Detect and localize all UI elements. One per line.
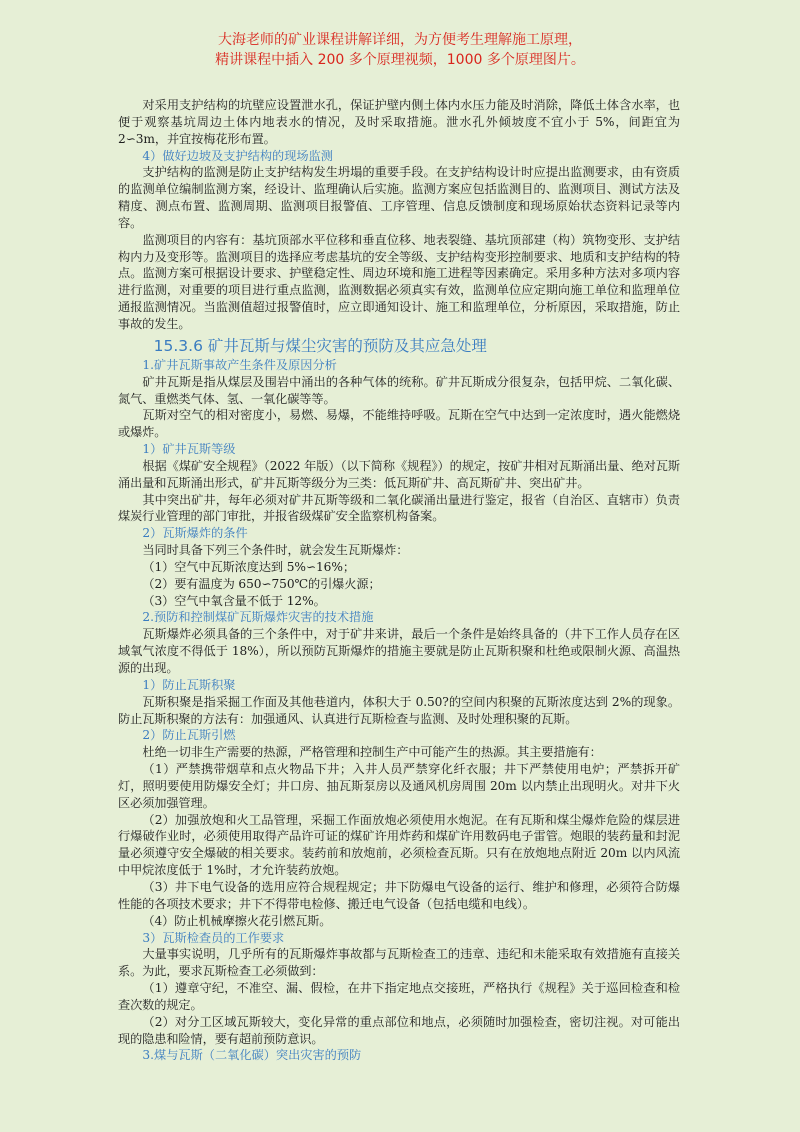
section-heading: 2.预防和控制煤矿瓦斯爆炸灾害的技术措施 [142, 610, 374, 625]
paragraph: 矿井瓦斯是指从煤层及围岩中涌出的各种气体的统称。矿井瓦斯成分很复杂，包括甲烷、二氧化碳、氮气、重燃类气体、氢、一氧化碳等等。 [118, 374, 680, 406]
paragraph: 当同时具备下列三个条件时，就会发生瓦斯爆炸： [142, 543, 409, 558]
paragraph: （2）加强放炮和火工品管理，采掘工作面放炮必须使用水炮泥。在有瓦斯和煤尘爆炸危险的煤层进行爆破作业时，必须使用取得产品许可证的煤矿许用炸药和煤矿许用数码电子雷管。炮眼的装药量和封泥量必须遵守安全爆破的相关要求。装药前和放炮前，必须检查瓦斯。只有在放炮地点附近 20m 以内风流中甲烷浓度低于 1%时，才允许装药放炮。 [118, 812, 680, 878]
paragraph: 瓦斯爆炸必须具备的三个条件中，对于矿井来讲，最后一个条件是始终具备的（井下工作人员存在区域氧气浓度不得低于 18%），所以预防瓦斯爆炸的措施主要就是防止瓦斯积聚和杜绝或限制火源、高温热源的出现。 [118, 627, 680, 675]
banner-line-1: 大海老师的矿业课程讲解详细，为方便考生理解施工原理， [218, 32, 582, 48]
banner-line-2: 精讲课程中插入 200 多个原理视频，1000 多个原理图片。 [215, 52, 585, 68]
paragraph: （1）空气中瓦斯浓度达到 5%∽16%； [142, 559, 355, 574]
paragraph: 大量事实说明，几乎所有的瓦斯爆炸事故都与瓦斯检查工的违章、违纪和未能采取有效措施有直接关系。为此，要求瓦斯检查工必须做到： [118, 947, 680, 979]
paragraph: （2）对分工区域瓦斯较大，变化异常的重点部位和地点，必须随时加强检查，密切注视。对可能出现的隐患和险情，要有超前预防意识。 [118, 1014, 680, 1046]
paragraph: 瓦斯积聚是指采掘工作面及其他巷道内，体积大于 0.50?的空间内积聚的瓦斯浓度达到 2%的现象。防止瓦斯积聚的方法有：加强通风、认真进行瓦斯检查与监测、及时处理积聚的瓦斯。 [118, 694, 680, 726]
promo-banner [0, 30, 800, 70]
section-heading: 3）瓦斯检查员的工作要求 [142, 930, 285, 945]
section-heading: 1.矿井瓦斯事故产生条件及原因分析 [142, 357, 337, 372]
section-heading: 3.煤与瓦斯（二氧化碳）突出灾害的预防 [142, 1048, 362, 1063]
paragraph: 其中突出矿井，每年必须对矿井瓦斯等级和二氧化碳涌出量进行鉴定，报省（自治区、直辖市）负责煤炭行业管理的部门审批，并报省级煤矿安全监察机构备案。 [118, 492, 680, 524]
paragraph: （1）遵章守纪，不准空、漏、假检，在井下指定地点交接班，严格执行《规程》关于巡回检查和检查次数的规定。 [118, 981, 680, 1012]
section-heading: 1）矿井瓦斯等级 [142, 442, 236, 457]
document-body [118, 97, 680, 1064]
chapter-title: 15.3.6 矿井瓦斯与煤尘灾害的预防及其应急处理 [153, 336, 487, 355]
paragraph: （1）严禁携带烟草和点火物品下井；入井人员严禁穿化纤衣服；井下严禁使用电炉；严禁拆开矿灯，照明要使用防爆安全灯；井口房、抽瓦斯泵房以及通风机房周围 20m 以内禁止出现明火。对井下火区必须加强管理。 [118, 762, 680, 810]
paragraph: 监测项目的内容有：基坑顶部水平位移和垂直位移、地表裂缝、基坑顶部建（构）筑物变形、支护结构内力及变形等。监测项目的选择应考虑基坑的安全等级、支护结构变形控制要求、地质和支护结构的特点。监测方案可根据设计要求、护壁稳定性、周边环境和施工进程等因素确定。采用多种方法对多项内容进行监测，对重要的项目进行重点监测，监测数据必须真实有效，监测单位应定期向施工单位和监理单位通报监测情况。当监测值超过报警值时，应立即通知设计、施工和监理单位，分析原因，采取措施，防止事故的发生。 [118, 232, 680, 331]
paragraph: 对采用支护结构的坑壁应设置泄水孔，保证护壁内侧土体内水压力能及时消除，降低土体含水率，也便于观察基坑周边土体内地表水的情况，及时采取措施。泄水孔外倾坡度不宜小于 5%，间距宜为 2∽3m，并宜按梅花形布置。 [118, 98, 680, 146]
section-heading: 2）瓦斯爆炸的条件 [142, 526, 248, 541]
section-heading: 1）防止瓦斯积聚 [142, 677, 236, 692]
paragraph: （3）空气中氧含量不低于 12%。 [142, 593, 326, 608]
paragraph: （4）防止机械摩擦火花引燃瓦斯。 [142, 913, 332, 928]
paragraph: 支护结构的监测是防止支护结构发生坍塌的重要手段。在支护结构设计时应提出监测要求，由有资质的监测单位编制监测方案，经设计、监理确认后实施。监测方案应包括监测目的、监测项目、测试方法及精度、测点布置、监测周期、监测项目报警值、工序管理、信息反馈制度和现场原始状态资料记录等内容。 [118, 165, 680, 230]
paragraph: （2）要有温度为 650∽750℃的引爆火源； [142, 576, 381, 591]
paragraph: 瓦斯对空气的相对密度小，易燃、易爆，不能维持呼吸。瓦斯在空气中达到一定浓度时，遇火能燃烧或爆炸。 [118, 408, 680, 440]
paragraph: 根据《煤矿安全规程》（2022 年版）（以下简称《规程》）的规定，按矿井相对瓦斯涌出量、绝对瓦斯涌出量和瓦斯涌出形式，矿井瓦斯等级分为三类：低瓦斯矿井、高瓦斯矿井、突出矿井。 [118, 458, 680, 490]
section-heading: 2）防止瓦斯引燃 [142, 728, 236, 743]
paragraph: （3）井下电气设备的选用应符合规程规定；井下防爆电气设备的运行、维护和修理，必须符合防爆性能的各项技术要求；井下不得带电检修、搬迁电气设备（包括电缆和电线）。 [118, 879, 680, 911]
paragraph: 杜绝一切非生产需要的热源，严格管理和控制生产中可能产生的热源。其主要措施有： [142, 745, 602, 760]
section-heading: 4）做好边坡及支护结构的现场监测 [142, 148, 333, 163]
